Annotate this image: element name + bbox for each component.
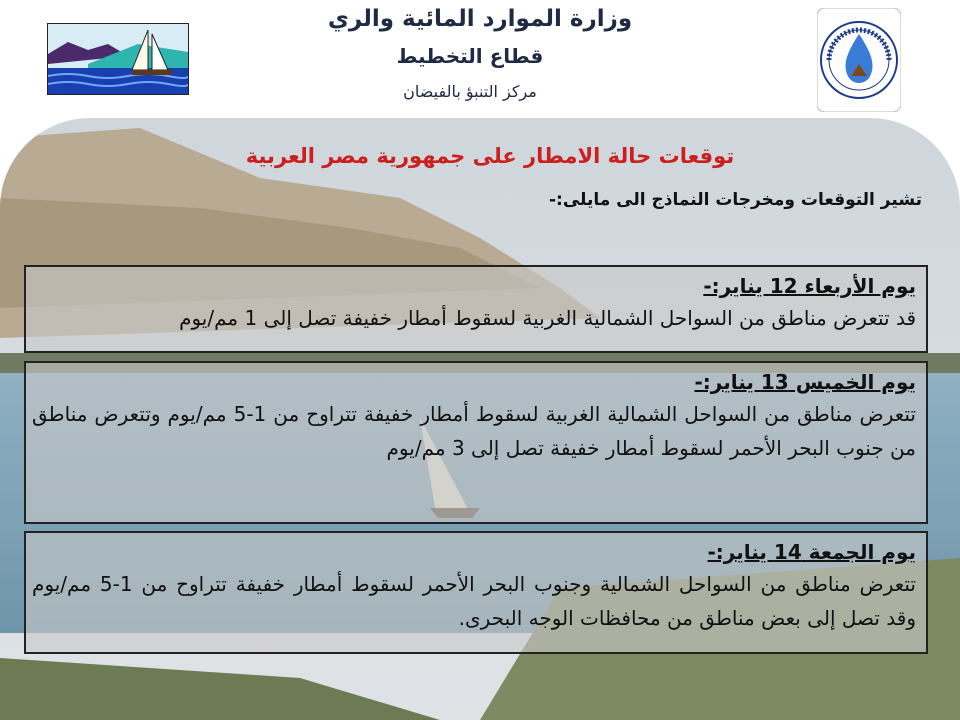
day-heading: يوم الخميس 13 يناير:- <box>694 370 916 394</box>
planning-sector-seal <box>817 8 901 112</box>
forecast-day-3 <box>24 531 928 654</box>
day-heading: يوم الأربعاء 12 يناير:- <box>703 274 916 298</box>
content-panel <box>0 118 960 720</box>
day-text: تتعرض مناطق من السواحل الشمالية وجنوب البحر الأحمر لسقوط أمطار خفيفة تتراوح من 1-5 مم/يوم وقد تصل إلى بعض مناطق من محافظات الوجه البحرى. <box>32 572 916 630</box>
forecast-day-2 <box>24 361 928 524</box>
ministry-name: وزارة الموارد المائية والري <box>327 6 633 32</box>
header <box>0 0 960 125</box>
forecast-title: توقعات حالة الامطار على جمهورية مصر العربية <box>245 144 735 168</box>
center-name: مركز التنبؤ بالفيضان <box>403 82 537 101</box>
intro-text: تشير التوقعات ومخرجات النماذج الى مايلى:- <box>548 190 922 210</box>
sector-name: قطاع التخطيط <box>396 44 544 68</box>
forecast-day-1 <box>24 265 928 353</box>
day-text: تتعرض مناطق من السواحل الشمالية الغربية لسقوط أمطار خفيفة تتراوح من 1-5 مم/يوم وتتعرض مناطق من جنوب البحر الأحمر لسقوط أمطار خفيفة تصل إلى 3 مم/يوم <box>32 402 916 460</box>
day-text: قد تتعرض مناطق من السواحل الشمالية الغربية لسقوط أمطار خفيفة تصل إلى 1 مم/يوم <box>179 306 916 330</box>
day-heading: يوم الجمعة 14 يناير:- <box>707 540 916 564</box>
